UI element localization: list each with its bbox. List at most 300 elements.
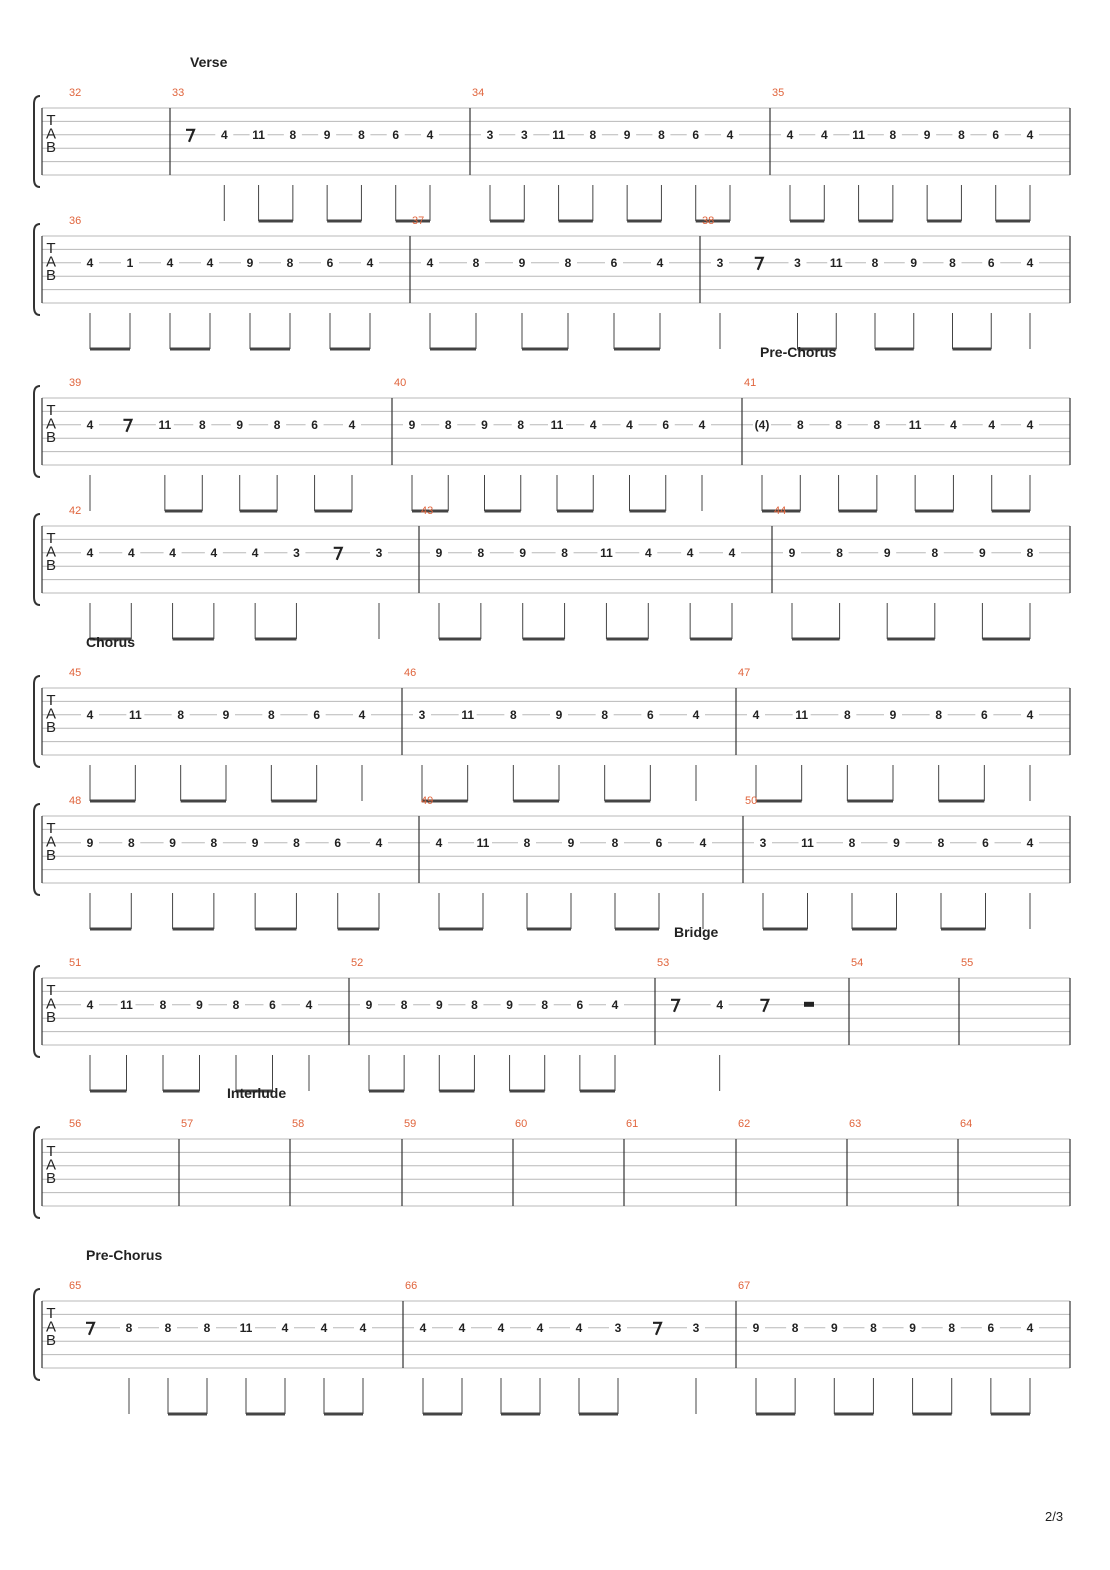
fret-number: 8 [889,127,897,142]
fret-number: 11 [852,127,865,142]
measure [657,957,814,1091]
fret-number: 4 [458,1320,466,1335]
fret-number: 8 [444,417,452,432]
measure-number: 62 [738,1118,751,1130]
tab-clef-letter: B [45,267,57,284]
fret-number: 8 [164,1320,172,1335]
tab-clef-letter: A [45,415,57,433]
fret-number: 8 [472,255,480,270]
fret-number: 9 [623,127,631,142]
fret-number: 6 [980,707,988,722]
fret-number: 4 [656,255,664,270]
fret-number: 9 [830,1320,838,1335]
measure-number: 57 [181,1118,194,1130]
measure [472,87,739,221]
fret-number: 3 [293,545,300,560]
tab-clef-letter: B [45,847,57,864]
fret-number: 8 [509,707,517,722]
fret-number: 4 [320,1320,328,1335]
fret-number: 8 [177,707,185,722]
fret-number: 8 [843,707,851,722]
fret-number: 8 [589,127,597,142]
fret-number: 8 [931,545,939,560]
measure [961,957,973,969]
system-brace [34,514,40,605]
tab-clef-letter: A [45,253,57,271]
measure-number: 33 [172,87,185,99]
measure [849,1118,861,1130]
fret-number: 4 [375,835,383,850]
fret-number: 9 [519,545,527,560]
measure [404,667,705,801]
fret-number: 9 [251,835,259,850]
fret-number: 8 [564,255,572,270]
fret-number: 4 [220,127,228,142]
half-rest-symbol [804,1002,814,1007]
fret-number: 9 [506,997,513,1012]
fret-number: 4 [752,707,760,722]
fret-number: 8 [873,417,881,432]
tab-clef-letter: A [45,543,57,561]
tab-clef-letter: A [45,833,57,851]
fret-number: 4 [366,255,374,270]
tab-clef-letter: T [46,402,56,419]
fret-number: 11 [239,1320,253,1335]
measure-number: 46 [404,667,417,679]
fret-number: 8 [541,997,549,1012]
fret-number: 4 [536,1320,544,1335]
fret-number: 4 [575,1320,583,1335]
tab-clef-letter: A [45,1318,57,1336]
measure [69,1280,372,1414]
fret-number: 3 [614,1320,622,1335]
tab-clef-letter: T [46,1143,56,1160]
fret-number: 3 [692,1320,700,1335]
fret-number: 8 [517,417,525,432]
measure-number: 50 [745,795,758,807]
fret-number: 4 [86,707,94,722]
eighth-rest-symbol [671,1000,679,1012]
fret-number: 11 [120,997,133,1012]
fret-number: 4 [699,835,707,850]
fret-number: 6 [987,255,995,270]
tab-clef-letter: T [46,112,56,129]
fret-number: 9 [196,997,203,1012]
fret-number: 9 [518,255,526,270]
tab-system [34,1247,1070,1414]
fret-number: 8 [523,835,531,850]
measure [738,1118,750,1130]
fret-number: 11 [158,417,172,432]
tab-clef-letter: A [45,705,57,723]
fret-number: 4 [950,417,957,432]
fret-number: 9 [246,255,254,270]
fret-number: 11 [550,417,564,432]
fret-number: 9 [481,417,488,432]
measure [738,667,1039,801]
fret-number: 4 [726,127,734,142]
eighth-rest-symbol [334,548,342,560]
measure-number: 45 [69,667,82,679]
fret-number: 8 [935,707,943,722]
fret-number: 3 [716,255,724,270]
measure [172,87,439,221]
measure-number: 54 [851,957,864,969]
tab-clef-letter: B [45,1009,57,1026]
fret-number: 8 [159,997,167,1012]
measure [394,377,711,511]
fret-number: 8 [949,255,956,270]
fret-number: 8 [471,997,478,1012]
measure-number: 51 [69,957,82,969]
fret-number: 9 [909,1320,916,1335]
fret-number: 9 [923,127,931,142]
measure [738,1280,1039,1414]
measure [421,795,712,929]
fret-number: 8 [400,997,408,1012]
measure [851,957,863,969]
tab-clef-letter: T [46,530,56,547]
fret-number: 4 [358,707,366,722]
fret-number: 4 [1026,707,1034,722]
fret-number: 8 [198,417,206,432]
fret-number: 3 [418,707,426,722]
fret-number: 4 [281,1320,289,1335]
tab-clef-letter: B [45,719,57,736]
measure-number: 52 [351,957,364,969]
fret-number: 4 [206,255,214,270]
fret-number: 8 [871,255,879,270]
fret-number: 8 [293,835,300,850]
eighth-rest-symbol [755,258,763,270]
fret-number: 8 [948,1320,956,1335]
tab-system [34,795,1070,929]
fret-number: 8 [658,127,665,142]
system-brace [34,1127,40,1218]
fret-number: 11 [552,127,565,142]
fret-number: 8 [127,835,135,850]
fret-number: 4 [728,545,736,560]
fret-number: 9 [889,707,897,722]
fret-number: 8 [267,707,275,722]
fret-number: 8 [125,1320,133,1335]
fret-number: 6 [662,417,670,432]
tab-clef-letter: B [45,1170,57,1187]
fret-number: 6 [269,997,276,1012]
fret-number: 8 [358,127,365,142]
fret-number: 9 [365,997,373,1012]
fret-number: 4 [1026,835,1034,850]
fret-number: 4 [692,707,700,722]
fret-number: 4 [348,417,356,432]
measure [351,957,624,1091]
fret-number: 9 [323,127,331,142]
measure-number: 49 [421,795,434,807]
fret-number: 4 [166,255,174,270]
tab-clef-letter: B [45,429,57,446]
system-brace [34,224,40,315]
measure-number: 41 [744,377,757,389]
measure-number: 60 [515,1118,528,1130]
measure-number: 48 [69,795,82,807]
tab-clef-letter: T [46,820,56,837]
fret-number: 8 [791,1320,799,1335]
section-label: Pre-Chorus [760,344,837,360]
tab-system [34,54,1070,221]
tab-system [34,924,1070,1091]
section-label: Verse [190,54,228,70]
fret-number: 4 [1026,1320,1034,1335]
measure [774,505,1039,639]
fret-number: 4 [435,835,443,850]
fret-number: 8 [561,545,568,560]
measure-number: 36 [69,215,82,227]
fret-number: 8 [848,835,856,850]
fret-number: 6 [655,835,663,850]
tab-system [34,215,1070,349]
measure-number: 34 [472,87,485,99]
fret-number: 8 [273,417,281,432]
measure-number: 43 [421,505,434,517]
fret-number: 6 [982,835,989,850]
measure-number: 40 [394,377,407,389]
fret-number: 3 [759,835,767,850]
measure-number: 64 [960,1118,973,1130]
section-label: Pre-Chorus [86,1247,163,1263]
fret-number: 9 [86,835,94,850]
fret-number: 11 [476,835,490,850]
fret-number: 11 [829,255,843,270]
fret-number: 8 [835,417,842,432]
fret-number: 4 [988,417,996,432]
tab-system [34,1085,1070,1218]
measure-number: 38 [702,215,715,227]
measure-number: 55 [961,957,974,969]
measure-number: 32 [69,87,82,99]
fret-number: 4 [86,255,94,270]
fret-number: 11 [600,545,613,560]
fret-number: 6 [692,127,700,142]
fret-number: 6 [311,417,318,432]
fret-number: 9 [883,545,891,560]
measure [421,505,741,639]
fret-number: 4 [626,417,633,432]
measure-number: 59 [404,1118,417,1130]
fret-number: 4 [359,1320,367,1335]
fret-number: 4 [210,545,218,560]
fret-number: 3 [375,545,383,560]
fret-number: 4 [86,545,94,560]
fret-number: 4 [820,127,828,142]
fret-number: 6 [334,835,342,850]
measure [69,667,371,801]
fret-number: 8 [611,835,619,850]
measure-number: 47 [738,667,751,679]
measure [404,1118,416,1130]
fret-number: 8 [870,1320,877,1335]
fret-number: 4 [786,127,794,142]
fret-number: 9 [435,997,443,1012]
fret-number: 6 [987,1320,995,1335]
fret-number: 8 [958,127,965,142]
fret-number: 8 [203,1320,211,1335]
measure-number: 63 [849,1118,862,1130]
tab-clef-letter: T [46,692,56,709]
fret-number: 8 [601,707,609,722]
measure-number: 39 [69,377,82,389]
measure [69,377,361,511]
measure-number: 37 [412,215,425,227]
fret-number: 6 [992,127,1000,142]
system-brace [34,1289,40,1380]
fret-number: 4 [127,545,135,560]
measure-number: 42 [69,505,82,517]
fret-number: 11 [908,417,922,432]
fret-number: 9 [788,545,796,560]
measure-number: 56 [69,1118,82,1130]
fret-number: 11 [128,707,142,722]
fret-number: 8 [1026,545,1034,560]
fret-number: 4 [1026,417,1034,432]
fret-number: 4 [86,997,94,1012]
fret-number: 4 [426,127,434,142]
fret-number: (4) [754,417,770,432]
fret-number: 4 [1026,127,1034,142]
fret-number: 8 [836,545,843,560]
fret-number: 4 [251,545,259,560]
eighth-rest-symbol [86,1323,94,1335]
fret-number: 6 [576,997,584,1012]
measure [292,1118,304,1130]
fret-number: 1 [126,255,134,270]
fret-number: 4 [589,417,597,432]
fret-number: 9 [435,545,443,560]
fret-number: 11 [795,707,809,722]
fret-number: 11 [801,835,814,850]
system-brace [34,804,40,895]
tab-clef-letter: A [45,125,57,143]
measure [515,1118,527,1130]
fret-number: 4 [686,545,694,560]
tab-clef-letter: A [45,995,57,1013]
measure [69,215,379,349]
measure [69,957,318,1091]
fret-number: 9 [752,1320,760,1335]
measure [69,1118,81,1130]
measure-number: 35 [772,87,785,99]
measure [412,215,669,349]
fret-number: 3 [794,255,801,270]
measure-number: 65 [69,1280,82,1292]
system-brace [34,386,40,477]
fret-number: 6 [326,255,334,270]
measure [960,1118,972,1130]
tab-clef-letter: T [46,240,56,257]
fret-number: 9 [408,417,416,432]
fret-number: 9 [169,835,176,850]
tab-clef-letter: T [46,982,56,999]
tab-system [34,505,1070,639]
fret-number: 4 [86,417,94,432]
measure-number: 66 [405,1280,418,1292]
measure [405,1280,705,1414]
system-brace [34,966,40,1057]
fret-number: 8 [232,997,240,1012]
fret-number: 8 [210,835,218,850]
fret-number: 4 [644,545,652,560]
measure [772,87,1039,221]
tab-clef-letter: T [46,1305,56,1322]
page-number: 2/3 [1045,1509,1064,1524]
fret-number: 4 [169,545,176,560]
fret-number: 8 [937,835,945,850]
fret-number: 8 [477,545,485,560]
fret-number: 3 [520,127,528,142]
fret-number: 4 [497,1320,505,1335]
measure-number: 67 [738,1280,751,1292]
fret-number: 8 [289,127,297,142]
fret-number: 11 [461,707,475,722]
fret-number: 3 [486,127,494,142]
system-brace [34,96,40,187]
fret-number: 9 [910,255,918,270]
measure [69,795,388,929]
fret-number: 9 [567,835,575,850]
fret-number: 9 [979,545,986,560]
measure [702,215,1039,349]
eighth-rest-symbol [186,130,194,142]
fret-number: 9 [222,707,230,722]
measure-number: 58 [292,1118,305,1130]
system-brace [34,676,40,767]
fret-number: 4 [419,1320,427,1335]
eighth-rest-symbol [653,1323,661,1335]
fret-number: 6 [646,707,654,722]
fret-number: 4 [426,255,434,270]
measure [181,1118,193,1130]
fret-number: 8 [796,417,804,432]
fret-number: 4 [611,997,619,1012]
fret-number: 6 [313,707,321,722]
tab-clef-letter: B [45,1332,57,1349]
measure-number: 61 [626,1118,639,1130]
tab-clef-letter: B [45,557,57,574]
fret-number: 4 [716,997,724,1012]
eighth-rest-symbol [760,1000,768,1012]
measure [626,1118,638,1130]
fret-number: 9 [555,707,563,722]
section-label: Chorus [86,634,135,650]
fret-number: 11 [252,127,265,142]
fret-number: 4 [698,417,706,432]
fret-number: 4 [1026,255,1034,270]
tab-system [34,634,1070,801]
fret-number: 9 [236,417,244,432]
fret-number: 6 [610,255,618,270]
measure [744,377,1039,511]
fret-number: 6 [392,127,400,142]
section-label: Bridge [674,924,719,940]
tab-clef-letter: B [45,139,57,156]
tab-clef-letter: A [45,1156,57,1174]
fret-number: 8 [286,255,294,270]
measure [69,505,388,639]
fret-number: 4 [305,997,313,1012]
fret-number: 9 [893,835,900,850]
measure [69,87,81,99]
tab-system [34,344,1070,511]
measure-number: 44 [774,505,787,517]
